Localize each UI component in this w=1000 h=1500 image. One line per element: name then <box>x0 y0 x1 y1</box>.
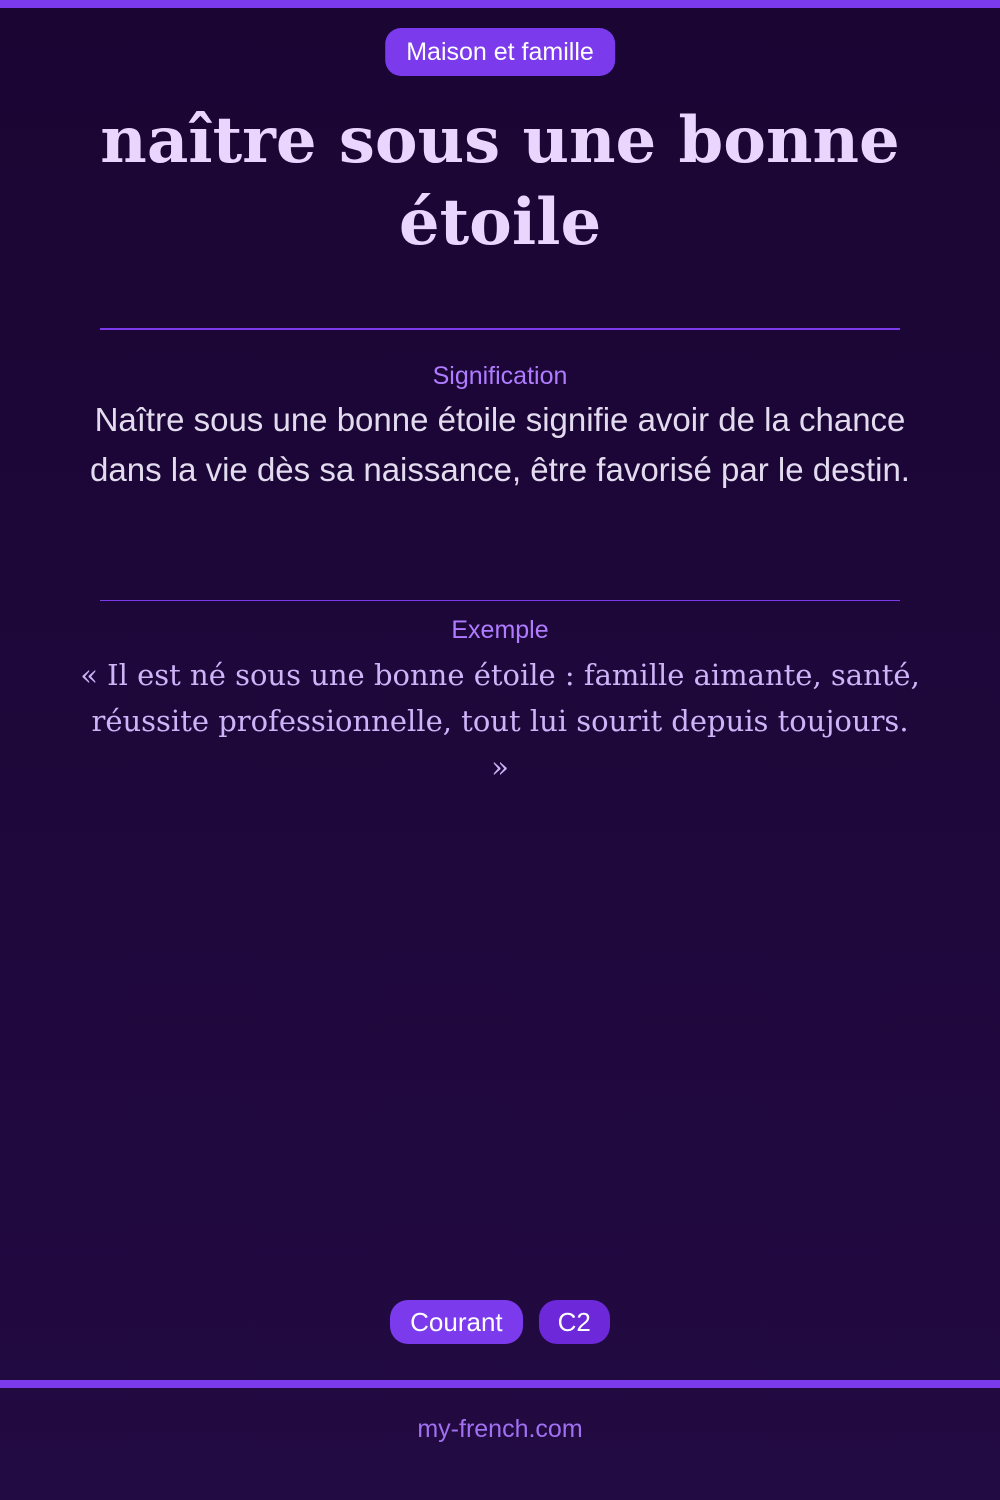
example-text: « Il est né sous une bonne étoile : famille aimante, santé, réussite professionnelle, tout lui sourit depuis toujours. » <box>80 658 920 784</box>
tag-list <box>0 1300 1000 1344</box>
divider-meaning <box>100 328 900 330</box>
example-label: Exemple <box>451 616 549 644</box>
level-tag: C2 <box>539 1300 610 1344</box>
category-badge: Maison et famille <box>385 28 615 76</box>
divider-example <box>100 600 900 601</box>
bottom-accent-bar <box>0 1380 1000 1388</box>
register-tag: Courant <box>390 1300 523 1344</box>
expression-title: naître sous une bonne étoile <box>100 103 900 260</box>
top-accent-bar <box>0 0 1000 8</box>
meaning-label: Signification <box>432 362 568 390</box>
meaning-text: Naître sous une bonne étoile signifie avoir de la chance dans la vie dès sa naissance, être favorisé par le destin. <box>90 401 910 488</box>
footer-site: my-french.com <box>417 1415 583 1443</box>
